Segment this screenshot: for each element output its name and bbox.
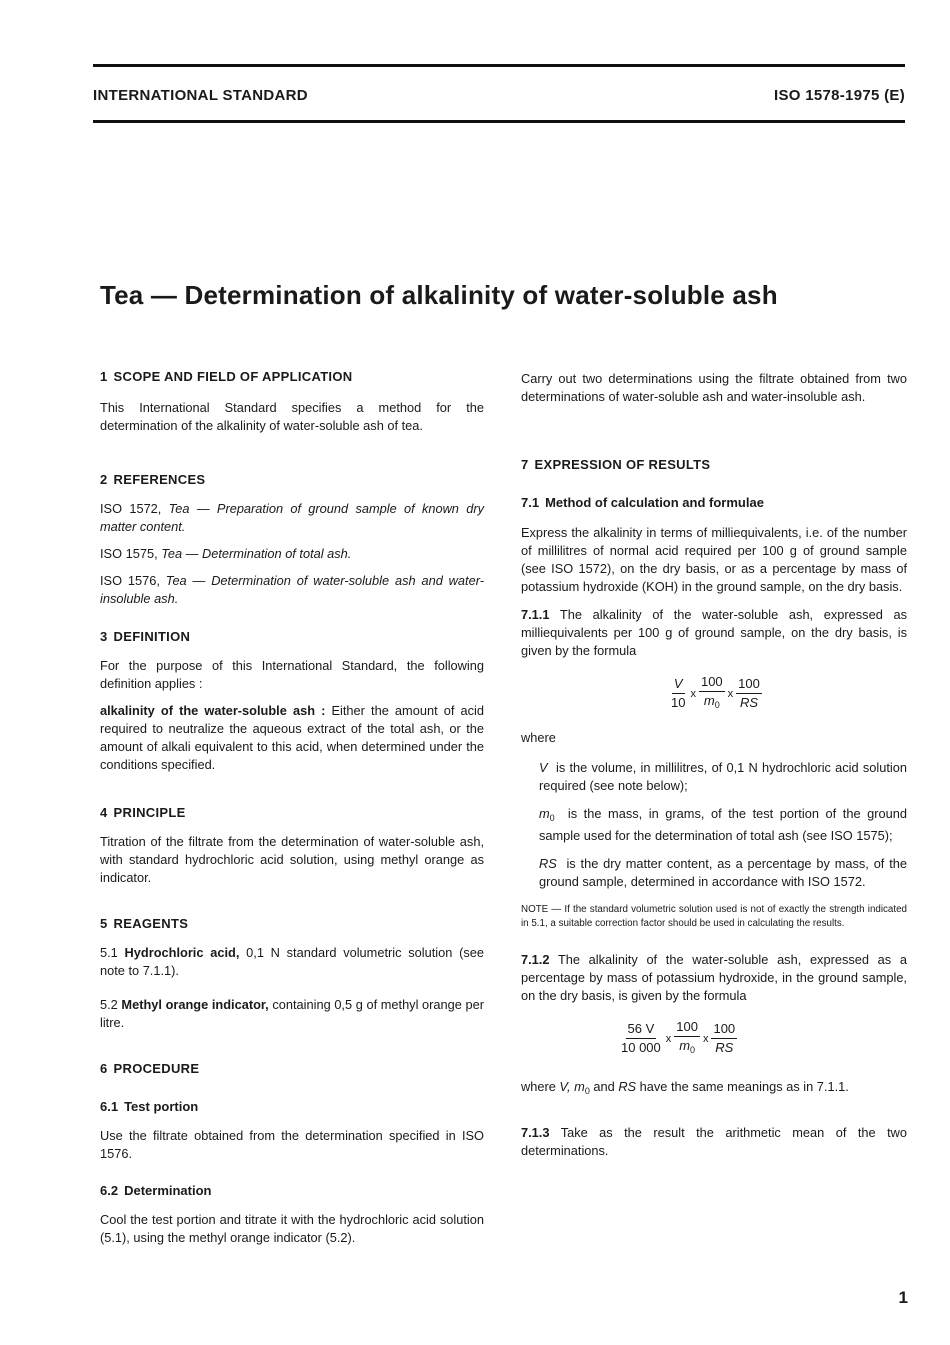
section-1-heading: 1 SCOPE AND FIELD OF APPLICATION [100, 369, 353, 384]
section-7-heading: 7 EXPRESSION OF RESULTS [521, 457, 711, 472]
where-clause-2: where V, $m_0$ and RS have the same meanings as in 7.1.1. [521, 1079, 849, 1096]
where-label: where [521, 730, 556, 745]
reagent-item: 5.1 Hydrochloric acid, 0,1 N standard volumetric solution (see note to 7.1.1). [100, 945, 484, 978]
subsection-7-1-heading: 7.1 Method of calculation and formulae [521, 495, 764, 510]
formula-fraction: $\frac{V}{10}$ [671, 676, 686, 710]
header-document-id: ISO 1578-1975 (E) [773, 87, 905, 104]
symbol-definition: $m_0$ is the mass, in grams, of the test portion of the ground sample used for the determination of total ash (see ISO 1575); [539, 806, 907, 843]
formula-fraction: $\frac{56 V}{10 000}$ [621, 1021, 661, 1055]
reference-item: ISO 1572, Tea — Preparation of ground sample of known dry matter content. [100, 501, 484, 534]
section-5-heading: 5 REAGENTS [100, 916, 189, 931]
multiply-sign: x [727, 687, 734, 700]
right-column [521, 370, 907, 1160]
symbol-definition: RS is the dry matter content, as a percentage by mass, of the ground sample, determined in accordance with ISO 1572. [539, 856, 907, 889]
procedure-continuation: Carry out two determinations using the filtrate obtained from two determinations of water-soluble ash and water-insoluble ash. [521, 371, 907, 404]
clause-7-1-2: 7.1.2 The alkalinity of the water-soluble ash, expressed as a percentage by mass of potassium hydroxide, in the ground sample, on the dry basis, is given by the formula [521, 952, 907, 1003]
symbol-definition: V is the volume, in millilitres, of 0,1 N hydrochloric acid solution required (see note below); [539, 760, 907, 793]
header-standard-label: INTERNATIONAL STANDARD [93, 87, 308, 104]
multiply-sign: x [702, 1032, 709, 1045]
reagent-item: 5.2 Methyl orange indicator, containing 0,5 g of methyl orange per litre. [100, 997, 484, 1030]
clause-7-1-3: 7.1.3 Take as the result the arithmetic mean of the two determinations. [521, 1125, 907, 1158]
section-4-text: Titration of the filtrate from the determination of water-soluble ash, with standard hydrochloric acid solution, using methyl orange as indicator. [100, 834, 484, 885]
section-3-heading: 3 DEFINITION [100, 629, 191, 644]
definition-intro: For the purpose of this International Standard, the following definition applies : [100, 658, 484, 691]
formula-fraction: $\frac{100}{RS}$ [738, 676, 760, 710]
multiply-sign: x [665, 1032, 672, 1045]
formula-fraction: $\frac{100}{m_0}$ [700, 674, 723, 710]
formula-fraction: $\frac{100}{m_0}$ [676, 1019, 698, 1055]
header-bottom-rule [93, 120, 905, 123]
reference-item: ISO 1575, Tea — Determination of total ash. [100, 546, 352, 561]
header-top-rule [93, 64, 905, 67]
subsection-6-1-text: Use the filtrate obtained from the determination specified in ISO 1576. [100, 1128, 484, 1161]
section-2-heading: 2 REFERENCES [100, 472, 206, 487]
formula-fraction: $\frac{100}{RS}$ [713, 1021, 736, 1055]
left-column [100, 368, 484, 1247]
formula-koh-percentage [619, 1019, 907, 1058]
reference-item: ISO 1576, Tea — Determination of water-soluble ash and water-insoluble ash. [100, 573, 484, 606]
subsection-6-2-heading: 6.2 Determination [100, 1183, 212, 1198]
formula-milliequivalents [669, 674, 907, 713]
subsection-7-1-text: Express the alkalinity in terms of milliequivalents, i.e. of the number of millilitres of normal acid required per 100 g of ground sample (see ISO 1572), on the dry basis, or as a percentage by mass of potassium hydroxide (KOH) in the ground sample, on the dry basis. [521, 525, 907, 594]
document-title: Tea — Determination of alkalinity of water-soluble ash [100, 280, 778, 310]
subsection-6-2-text: Cool the test portion and titrate it with the hydrochloric acid solution (5.1), using the methyl orange indicator (5.2). [100, 1212, 484, 1245]
note-text: NOTE — If the standard volumetric solution used is not of exactly the strength indicated in 5.1, a suitable correction factor should be used in calculating the results. [521, 904, 907, 929]
clause-7-1-1: 7.1.1 The alkalinity of the water-soluble ash, expressed as milliequivalents per 100 g of ground sample, on the dry basis, is given by the formula [521, 607, 907, 658]
subsection-6-1-heading: 6.1 Test portion [100, 1099, 199, 1114]
section-4-heading: 4 PRINCIPLE [100, 805, 186, 820]
definition-text: alkalinity of the water-soluble ash : Either the amount of acid required to neutralize the aqueous extract of the total ash, or the amount of alkali equivalent to this acid, when determined under the conditions specified. [100, 703, 484, 772]
section-6-heading: 6 PROCEDURE [100, 1061, 200, 1076]
page-number: 1 [898, 1288, 908, 1307]
section-1-text: This International Standard specifies a method for the determination of the alkalinity of water-soluble ash of tea. [100, 400, 484, 433]
multiply-sign: x [690, 687, 696, 700]
